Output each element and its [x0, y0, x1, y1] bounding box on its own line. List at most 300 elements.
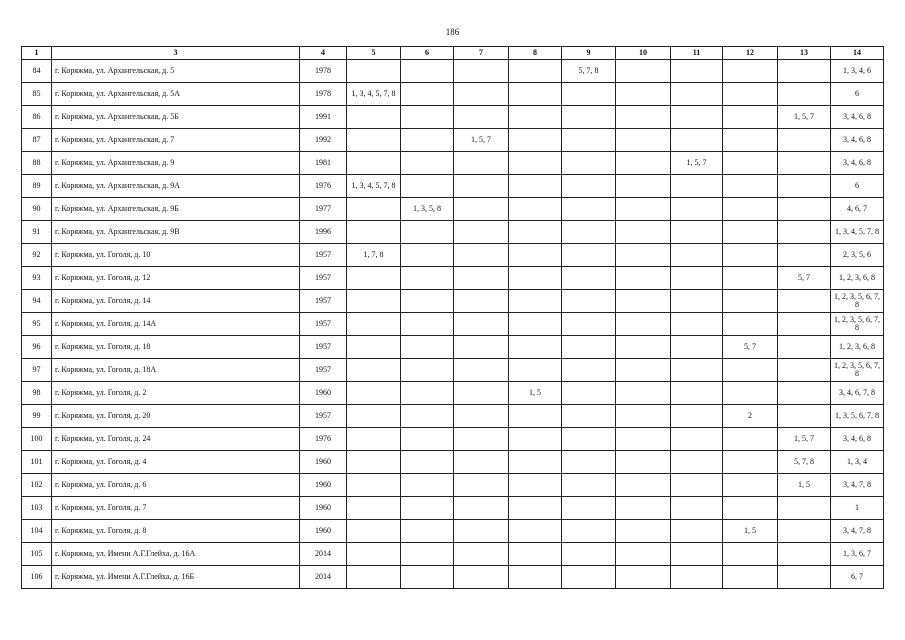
value-cell: [562, 428, 616, 451]
value-cell: [562, 129, 616, 152]
value-cell: [616, 313, 671, 336]
value-cell: [509, 244, 562, 267]
value-cell: [723, 566, 778, 589]
address-cell: г. Коряжма, ул. Гоголя, д. 20: [52, 405, 300, 428]
value-cell: [347, 313, 401, 336]
value-cell: [778, 60, 831, 83]
value-cell: [509, 451, 562, 474]
value-cell: [671, 405, 723, 428]
value-cell: [671, 474, 723, 497]
value-cell: 1, 3, 6, 7: [831, 543, 884, 566]
value-cell: 1, 3, 4, 5, 7, 8: [347, 83, 401, 106]
value-cell: [616, 451, 671, 474]
value-cell: 1, 5: [778, 474, 831, 497]
row-number-cell: 94: [22, 290, 52, 313]
value-cell: 6, 7: [831, 566, 884, 589]
value-cell: [454, 60, 509, 83]
value-cell: [778, 520, 831, 543]
address-cell: г. Коряжма, ул. Гоголя, д. 4: [52, 451, 300, 474]
value-cell: [616, 175, 671, 198]
table-row: [22, 83, 884, 106]
value-cell: 1, 2, 3, 5, 6, 7, 8: [831, 313, 884, 336]
value-cell: [671, 359, 723, 382]
value-cell: [562, 451, 616, 474]
value-cell: [616, 497, 671, 520]
value-cell: [509, 152, 562, 175]
value-cell: [616, 244, 671, 267]
year-cell: 1977: [300, 198, 347, 221]
value-cell: [778, 152, 831, 175]
value-cell: 6: [831, 83, 884, 106]
value-cell: [454, 543, 509, 566]
value-cell: 1, 2, 3, 6, 8: [831, 336, 884, 359]
value-cell: [454, 244, 509, 267]
value-cell: [778, 175, 831, 198]
table-row: [22, 474, 884, 497]
column-header: 12: [723, 47, 778, 60]
address-cell: г. Коряжма, ул. Гоголя, д. 18: [52, 336, 300, 359]
value-cell: [401, 382, 454, 405]
page-number: 186: [445, 27, 460, 37]
value-cell: [347, 221, 401, 244]
year-cell: 1957: [300, 313, 347, 336]
value-cell: [778, 543, 831, 566]
address-cell: г. Коряжма, ул. Архангельская, д. 9: [52, 152, 300, 175]
value-cell: [723, 428, 778, 451]
year-cell: 1957: [300, 405, 347, 428]
value-cell: [347, 359, 401, 382]
table-row: [22, 313, 884, 336]
value-cell: [671, 267, 723, 290]
value-cell: 1, 2, 3, 5, 6, 7, 8: [831, 359, 884, 382]
table-row: [22, 428, 884, 451]
value-cell: [616, 106, 671, 129]
value-cell: [454, 382, 509, 405]
value-cell: [723, 359, 778, 382]
year-cell: 1957: [300, 336, 347, 359]
value-cell: [723, 106, 778, 129]
value-cell: [454, 405, 509, 428]
value-cell: 2, 3, 5, 6: [831, 244, 884, 267]
value-cell: 1, 7, 8: [347, 244, 401, 267]
row-number-cell: 89: [22, 175, 52, 198]
value-cell: [401, 520, 454, 543]
address-cell: г. Коряжма, ул. Гоголя, д. 24: [52, 428, 300, 451]
value-cell: [454, 451, 509, 474]
value-cell: 1, 2, 3, 5, 6, 7, 8: [831, 290, 884, 313]
value-cell: [616, 359, 671, 382]
column-header: 3: [52, 47, 300, 60]
table-row: [22, 221, 884, 244]
value-cell: 3, 4, 6, 8: [831, 129, 884, 152]
row-number-cell: 106: [22, 566, 52, 589]
value-cell: [778, 382, 831, 405]
value-cell: [562, 520, 616, 543]
value-cell: [401, 359, 454, 382]
address-cell: г. Коряжма, ул. Гоголя, д. 8: [52, 520, 300, 543]
row-number-cell: 102: [22, 474, 52, 497]
address-cell: г. Коряжма, ул. Гоголя, д. 6: [52, 474, 300, 497]
column-header: 6: [401, 47, 454, 60]
value-cell: [454, 313, 509, 336]
year-cell: 1960: [300, 382, 347, 405]
value-cell: [347, 336, 401, 359]
address-cell: г. Коряжма, ул. Гоголя, д. 7: [52, 497, 300, 520]
value-cell: [562, 175, 616, 198]
value-cell: 5, 7, 8: [562, 60, 616, 83]
row-number-cell: 99: [22, 405, 52, 428]
value-cell: [509, 428, 562, 451]
value-cell: [723, 152, 778, 175]
value-cell: [454, 474, 509, 497]
value-cell: [401, 244, 454, 267]
year-cell: 2014: [300, 566, 347, 589]
table-body: [22, 60, 884, 589]
table-row: [22, 175, 884, 198]
table-row: [22, 451, 884, 474]
column-header: 10: [616, 47, 671, 60]
value-cell: [778, 83, 831, 106]
value-cell: [454, 520, 509, 543]
value-cell: [616, 428, 671, 451]
value-cell: [671, 129, 723, 152]
value-cell: [509, 543, 562, 566]
value-cell: [454, 152, 509, 175]
value-cell: 3, 4, 6, 7, 8: [831, 382, 884, 405]
table-row: [22, 290, 884, 313]
value-cell: [509, 129, 562, 152]
value-cell: [616, 83, 671, 106]
value-cell: 1, 5: [723, 520, 778, 543]
value-cell: [454, 175, 509, 198]
value-cell: [562, 382, 616, 405]
value-cell: [723, 290, 778, 313]
value-cell: [401, 405, 454, 428]
table-row: [22, 198, 884, 221]
row-number-cell: 96: [22, 336, 52, 359]
column-header: 1: [22, 47, 52, 60]
value-cell: [509, 221, 562, 244]
value-cell: [562, 543, 616, 566]
value-cell: [778, 405, 831, 428]
value-cell: [562, 359, 616, 382]
value-cell: [401, 83, 454, 106]
value-cell: [671, 543, 723, 566]
value-cell: [509, 566, 562, 589]
address-cell: г. Коряжма, ул. Архангельская, д. 9А: [52, 175, 300, 198]
table-row: [22, 520, 884, 543]
row-number-cell: 93: [22, 267, 52, 290]
value-cell: [723, 382, 778, 405]
table-row: [22, 405, 884, 428]
value-cell: [509, 359, 562, 382]
row-number-cell: 85: [22, 83, 52, 106]
address-cell: г. Коряжма, ул. Архангельская, д. 9В: [52, 221, 300, 244]
value-cell: [723, 129, 778, 152]
address-cell: г. Коряжма, ул. Гоголя, д. 10: [52, 244, 300, 267]
address-cell: г. Коряжма, ул. Архангельская, д. 7: [52, 129, 300, 152]
value-cell: [616, 129, 671, 152]
address-cell: г. Коряжма, ул. Архангельская, д. 9Б: [52, 198, 300, 221]
value-cell: [723, 60, 778, 83]
year-cell: 1957: [300, 290, 347, 313]
value-cell: [509, 175, 562, 198]
value-cell: [671, 451, 723, 474]
value-cell: 3, 4, 7, 8: [831, 474, 884, 497]
value-cell: 1, 3, 4, 6: [831, 60, 884, 83]
year-cell: 1996: [300, 221, 347, 244]
column-header: 11: [671, 47, 723, 60]
value-cell: [509, 497, 562, 520]
value-cell: [562, 336, 616, 359]
address-cell: г. Коряжма, ул. Гоголя, д. 2: [52, 382, 300, 405]
address-cell: г. Коряжма, ул. Гоголя, д. 14: [52, 290, 300, 313]
value-cell: [347, 198, 401, 221]
value-cell: [454, 267, 509, 290]
value-cell: [347, 428, 401, 451]
value-cell: [778, 221, 831, 244]
value-cell: 5, 7: [778, 267, 831, 290]
year-cell: 1960: [300, 474, 347, 497]
value-cell: [454, 428, 509, 451]
address-cell: г. Коряжма, ул. Гоголя, д. 14А: [52, 313, 300, 336]
value-cell: [401, 428, 454, 451]
value-cell: [454, 336, 509, 359]
value-cell: [401, 313, 454, 336]
value-cell: [347, 474, 401, 497]
value-cell: [347, 520, 401, 543]
value-cell: [723, 221, 778, 244]
header-row: [22, 47, 884, 60]
value-cell: 1, 5: [509, 382, 562, 405]
value-cell: 5, 7, 8: [778, 451, 831, 474]
value-cell: [778, 497, 831, 520]
year-cell: 1960: [300, 451, 347, 474]
value-cell: 1, 3, 4, 5, 7, 8: [347, 175, 401, 198]
year-cell: 1957: [300, 359, 347, 382]
value-cell: [562, 405, 616, 428]
row-number-cell: 103: [22, 497, 52, 520]
value-cell: 1, 2, 3, 6, 8: [831, 267, 884, 290]
value-cell: [401, 336, 454, 359]
value-cell: [616, 60, 671, 83]
value-cell: 3, 4, 7, 8: [831, 520, 884, 543]
row-number-cell: 98: [22, 382, 52, 405]
works-table: [21, 46, 884, 589]
value-cell: [401, 566, 454, 589]
value-cell: [723, 451, 778, 474]
value-cell: [616, 152, 671, 175]
value-cell: [616, 336, 671, 359]
value-cell: [671, 60, 723, 83]
row-number-cell: 91: [22, 221, 52, 244]
value-cell: 3, 4, 6, 8: [831, 152, 884, 175]
table-row: [22, 106, 884, 129]
value-cell: [671, 198, 723, 221]
value-cell: [509, 474, 562, 497]
value-cell: [401, 175, 454, 198]
value-cell: [401, 267, 454, 290]
value-cell: [723, 497, 778, 520]
value-cell: [509, 83, 562, 106]
value-cell: [347, 382, 401, 405]
value-cell: [616, 221, 671, 244]
value-cell: [509, 336, 562, 359]
value-cell: 1, 3, 5, 6, 7, 8: [831, 405, 884, 428]
value-cell: [347, 267, 401, 290]
value-cell: [723, 313, 778, 336]
column-header: 13: [778, 47, 831, 60]
row-number-cell: 90: [22, 198, 52, 221]
value-cell: [778, 359, 831, 382]
value-cell: [671, 83, 723, 106]
year-cell: 1976: [300, 175, 347, 198]
value-cell: [616, 290, 671, 313]
row-number-cell: 92: [22, 244, 52, 267]
value-cell: [454, 221, 509, 244]
value-cell: [401, 543, 454, 566]
value-cell: 1, 3, 4: [831, 451, 884, 474]
value-cell: 1, 3, 5, 8: [401, 198, 454, 221]
row-number-cell: 88: [22, 152, 52, 175]
value-cell: [723, 543, 778, 566]
value-cell: [454, 566, 509, 589]
value-cell: [723, 198, 778, 221]
value-cell: [616, 405, 671, 428]
value-cell: [562, 497, 616, 520]
value-cell: [723, 244, 778, 267]
value-cell: [347, 152, 401, 175]
value-cell: [509, 313, 562, 336]
year-cell: 1978: [300, 83, 347, 106]
address-cell: г. Коряжма, ул. Архангельская, д. 5Б: [52, 106, 300, 129]
value-cell: [454, 497, 509, 520]
year-cell: 1992: [300, 129, 347, 152]
value-cell: [723, 83, 778, 106]
row-number-cell: 105: [22, 543, 52, 566]
value-cell: [562, 106, 616, 129]
value-cell: [778, 566, 831, 589]
value-cell: [401, 474, 454, 497]
value-cell: [454, 83, 509, 106]
value-cell: 2: [723, 405, 778, 428]
column-header: 9: [562, 47, 616, 60]
value-cell: 6: [831, 175, 884, 198]
value-cell: [562, 198, 616, 221]
value-cell: [778, 336, 831, 359]
value-cell: [509, 290, 562, 313]
value-cell: [347, 566, 401, 589]
value-cell: [509, 198, 562, 221]
table-row: [22, 566, 884, 589]
address-cell: г. Коряжма, ул. Архангельская, д. 5А: [52, 83, 300, 106]
value-cell: [616, 543, 671, 566]
value-cell: 1: [831, 497, 884, 520]
value-cell: [723, 175, 778, 198]
year-cell: 1957: [300, 267, 347, 290]
year-cell: 2014: [300, 543, 347, 566]
row-number-cell: 100: [22, 428, 52, 451]
value-cell: [454, 106, 509, 129]
value-cell: 4, 6, 7: [831, 198, 884, 221]
value-cell: [723, 474, 778, 497]
value-cell: [401, 290, 454, 313]
column-header: 14: [831, 47, 884, 60]
value-cell: [509, 106, 562, 129]
row-number-cell: 97: [22, 359, 52, 382]
value-cell: [509, 267, 562, 290]
column-header: 5: [347, 47, 401, 60]
value-cell: [347, 451, 401, 474]
value-cell: [454, 290, 509, 313]
address-cell: г. Коряжма, ул. Гоголя, д. 18А: [52, 359, 300, 382]
value-cell: [562, 152, 616, 175]
year-cell: 1981: [300, 152, 347, 175]
year-cell: 1991: [300, 106, 347, 129]
row-number-cell: 87: [22, 129, 52, 152]
value-cell: [401, 152, 454, 175]
value-cell: 3, 4, 6, 8: [831, 106, 884, 129]
value-cell: [671, 520, 723, 543]
value-cell: [454, 198, 509, 221]
value-cell: [616, 520, 671, 543]
value-cell: [562, 221, 616, 244]
value-cell: [671, 244, 723, 267]
value-cell: [509, 60, 562, 83]
value-cell: [616, 267, 671, 290]
value-cell: [562, 290, 616, 313]
year-cell: 1960: [300, 520, 347, 543]
value-cell: [616, 474, 671, 497]
row-number-cell: 95: [22, 313, 52, 336]
value-cell: [616, 382, 671, 405]
value-cell: [347, 405, 401, 428]
value-cell: [401, 451, 454, 474]
table-row: [22, 267, 884, 290]
table-row: [22, 543, 884, 566]
value-cell: [671, 382, 723, 405]
table-row: [22, 497, 884, 520]
value-cell: [778, 313, 831, 336]
table-row: [22, 382, 884, 405]
address-cell: г. Коряжма, ул. Гоголя, д. 12: [52, 267, 300, 290]
value-cell: [616, 198, 671, 221]
value-cell: [401, 106, 454, 129]
value-cell: [562, 566, 616, 589]
value-cell: [562, 267, 616, 290]
value-cell: [616, 566, 671, 589]
address-cell: г. Коряжма, ул. Архангельская, д. 5: [52, 60, 300, 83]
value-cell: [401, 221, 454, 244]
value-cell: 1, 3, 4, 5, 7, 8: [831, 221, 884, 244]
value-cell: 5, 7: [723, 336, 778, 359]
value-cell: [778, 129, 831, 152]
year-cell: 1957: [300, 244, 347, 267]
table-row: [22, 336, 884, 359]
table-row: [22, 359, 884, 382]
year-cell: 1960: [300, 497, 347, 520]
row-number-cell: 84: [22, 60, 52, 83]
address-cell: г. Коряжма, ул. Имени А.Г.Глейха, д. 16А: [52, 543, 300, 566]
column-header: 4: [300, 47, 347, 60]
row-number-cell: 104: [22, 520, 52, 543]
value-cell: 1, 5, 7: [671, 152, 723, 175]
value-cell: [671, 221, 723, 244]
value-cell: [778, 290, 831, 313]
value-cell: [671, 428, 723, 451]
value-cell: 1, 5, 7: [454, 129, 509, 152]
table-row: [22, 244, 884, 267]
